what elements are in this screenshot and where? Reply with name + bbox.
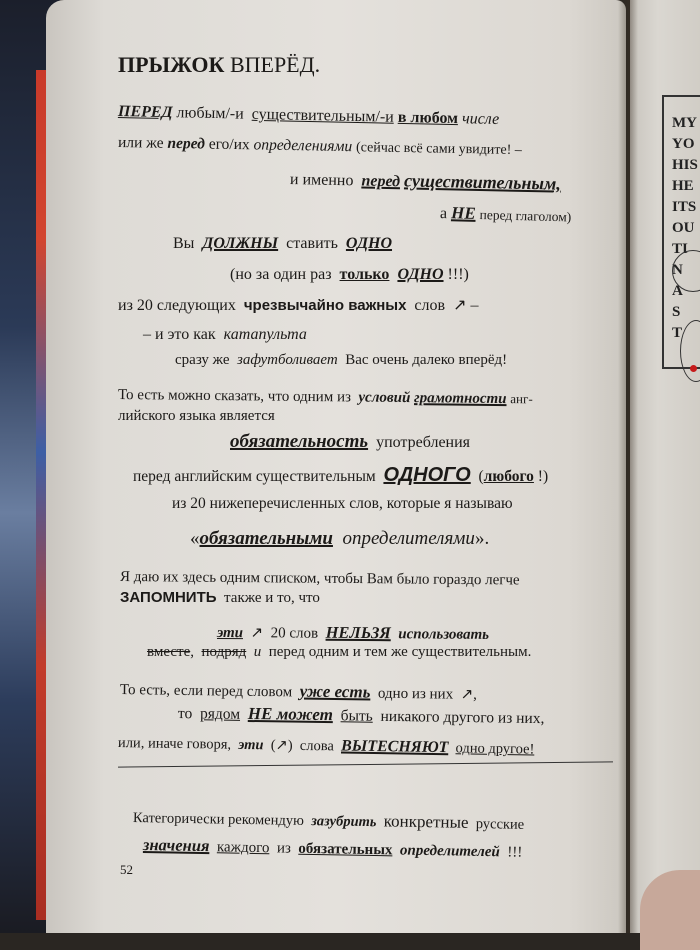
word: из 20 следующих — [118, 297, 236, 314]
word: существительным/-и — [251, 105, 395, 126]
text-line — [230, 265, 469, 285]
text-line — [440, 203, 572, 227]
text-line — [143, 325, 307, 345]
word: обязательных — [298, 840, 393, 859]
word: определениями — [253, 136, 353, 156]
arrow-icon: (↗) — [270, 737, 293, 754]
word: ПЕРЕД — [117, 103, 173, 122]
word: чрезвычайно важных — [243, 297, 407, 314]
text-line — [175, 350, 507, 370]
word: одно другое! — [455, 740, 535, 758]
word: То есть можно сказать, что одним из — [117, 387, 352, 406]
text-line — [120, 567, 520, 590]
text-line — [120, 588, 320, 608]
right-page-line: MY — [672, 115, 697, 131]
word: « — [190, 528, 200, 549]
text-line — [147, 642, 531, 662]
word: никакого другого из них, — [380, 707, 545, 728]
word: употребления — [376, 434, 471, 451]
word: НЕЛЬЗЯ — [325, 622, 391, 643]
word: ВЫТЕСНЯЮТ — [340, 737, 449, 757]
word: существительным, — [403, 170, 562, 194]
word: (но за один раз — [230, 266, 332, 283]
text-line — [118, 406, 275, 426]
right-page-line: OU — [672, 220, 695, 236]
word: !!!) — [447, 266, 469, 283]
word: лийского языка является — [118, 408, 275, 424]
word: перед глаголом) — [479, 207, 572, 225]
red-dot — [690, 365, 697, 372]
text-line — [172, 494, 513, 514]
word: его/их — [208, 135, 250, 154]
word: (сейчас всё сами увидите! – — [355, 140, 522, 159]
word: или, иначе говоря, — [117, 735, 232, 753]
word: ( — [478, 468, 484, 485]
word: эти — [238, 736, 264, 754]
word: – и это как — [143, 326, 216, 343]
word: !) — [537, 468, 549, 485]
word: эти — [216, 625, 244, 642]
word: слов — [414, 297, 446, 314]
right-page-line: ITS — [672, 199, 697, 215]
word: ставить — [286, 235, 338, 252]
word: и именно — [289, 171, 354, 190]
word: катапульта — [223, 326, 307, 343]
right-page-line: HIS — [672, 157, 698, 173]
word: обязательными — [199, 528, 333, 549]
word: а — [439, 205, 448, 223]
word: определителями — [342, 528, 475, 549]
word: только — [339, 266, 390, 283]
word: То есть, если перед словом — [119, 682, 293, 701]
text-line — [173, 234, 392, 254]
word: слова — [299, 737, 334, 755]
right-page-line: T — [672, 325, 683, 341]
word: сразу же — [175, 352, 230, 368]
right-page-line: HE — [672, 178, 694, 194]
word: значения — [142, 835, 210, 856]
word: числе — [461, 110, 500, 128]
word: из — [276, 840, 292, 857]
word: ОДНОГО — [383, 464, 471, 486]
word: также и то, что — [224, 590, 320, 606]
title-word: ПРЫЖОК — [118, 52, 225, 77]
word: уже есть — [299, 681, 371, 702]
word: ». — [474, 528, 490, 549]
page-number: 52 — [120, 862, 133, 877]
word: НЕ — [450, 203, 476, 223]
word: в любом — [397, 108, 459, 128]
word: зафутболивает — [237, 352, 338, 368]
word: !!! — [507, 844, 523, 861]
book-gutter — [618, 0, 638, 933]
word: быть — [340, 707, 373, 725]
word: каждого — [216, 839, 270, 857]
word: одно из них — [377, 685, 454, 703]
word: Категорически рекомендую — [132, 810, 305, 829]
word: Вас очень далеко вперёд! — [345, 352, 508, 368]
word: конкретные — [383, 811, 469, 832]
word: обязательность — [230, 431, 369, 452]
page-title — [118, 52, 320, 78]
word: любым/-и — [176, 104, 244, 123]
word: ОДНО — [397, 266, 444, 283]
right-page-line: A — [672, 283, 683, 299]
word: определителей — [399, 842, 500, 861]
word: ЗАПОМНИТЬ — [120, 589, 217, 606]
word: перед — [361, 172, 401, 191]
word: перед одним и тем же существительным. — [268, 644, 532, 660]
word: из 20 нижеперечисленных слов, которые я называю — [172, 495, 513, 512]
right-page-line: S — [672, 304, 681, 320]
arrow-icon: ↗, — [460, 686, 478, 703]
word: ДОЛЖНЫ — [202, 235, 279, 252]
word: Вы — [173, 235, 195, 252]
text-line — [133, 465, 548, 487]
word: и — [253, 644, 262, 660]
text-line — [230, 432, 470, 453]
arrow-icon: ↗ – — [453, 297, 479, 314]
word: зазубрить — [310, 813, 377, 831]
title-word: ВПЕРЁД. — [229, 52, 321, 77]
word: перед — [167, 134, 206, 153]
word: НЕ может — [247, 703, 334, 725]
word: грамотности — [414, 390, 507, 408]
word: 20 слов — [270, 625, 319, 642]
word: ОДНО — [345, 235, 393, 252]
word: условий — [358, 389, 411, 407]
text-line — [118, 296, 478, 316]
word: подряд — [201, 644, 247, 660]
right-page-line: N — [672, 262, 683, 278]
word: любого — [483, 468, 534, 485]
word: то — [177, 705, 193, 723]
word: вместе — [147, 644, 191, 660]
word: перед английским существительным — [133, 468, 376, 485]
word: использовать — [398, 626, 490, 643]
arrow-icon: ↗ — [250, 625, 264, 642]
word: или же — [117, 134, 164, 152]
right-page-line: YO — [672, 136, 695, 152]
word: , — [190, 644, 194, 660]
right-page-line: TI — [672, 241, 688, 257]
word: анг- — [510, 391, 533, 407]
text-line — [190, 528, 489, 550]
word: русские — [475, 815, 525, 833]
word: Я даю их здесь одним списком, чтобы Вам было гораздо легче — [119, 569, 520, 589]
word: рядом — [199, 705, 241, 723]
